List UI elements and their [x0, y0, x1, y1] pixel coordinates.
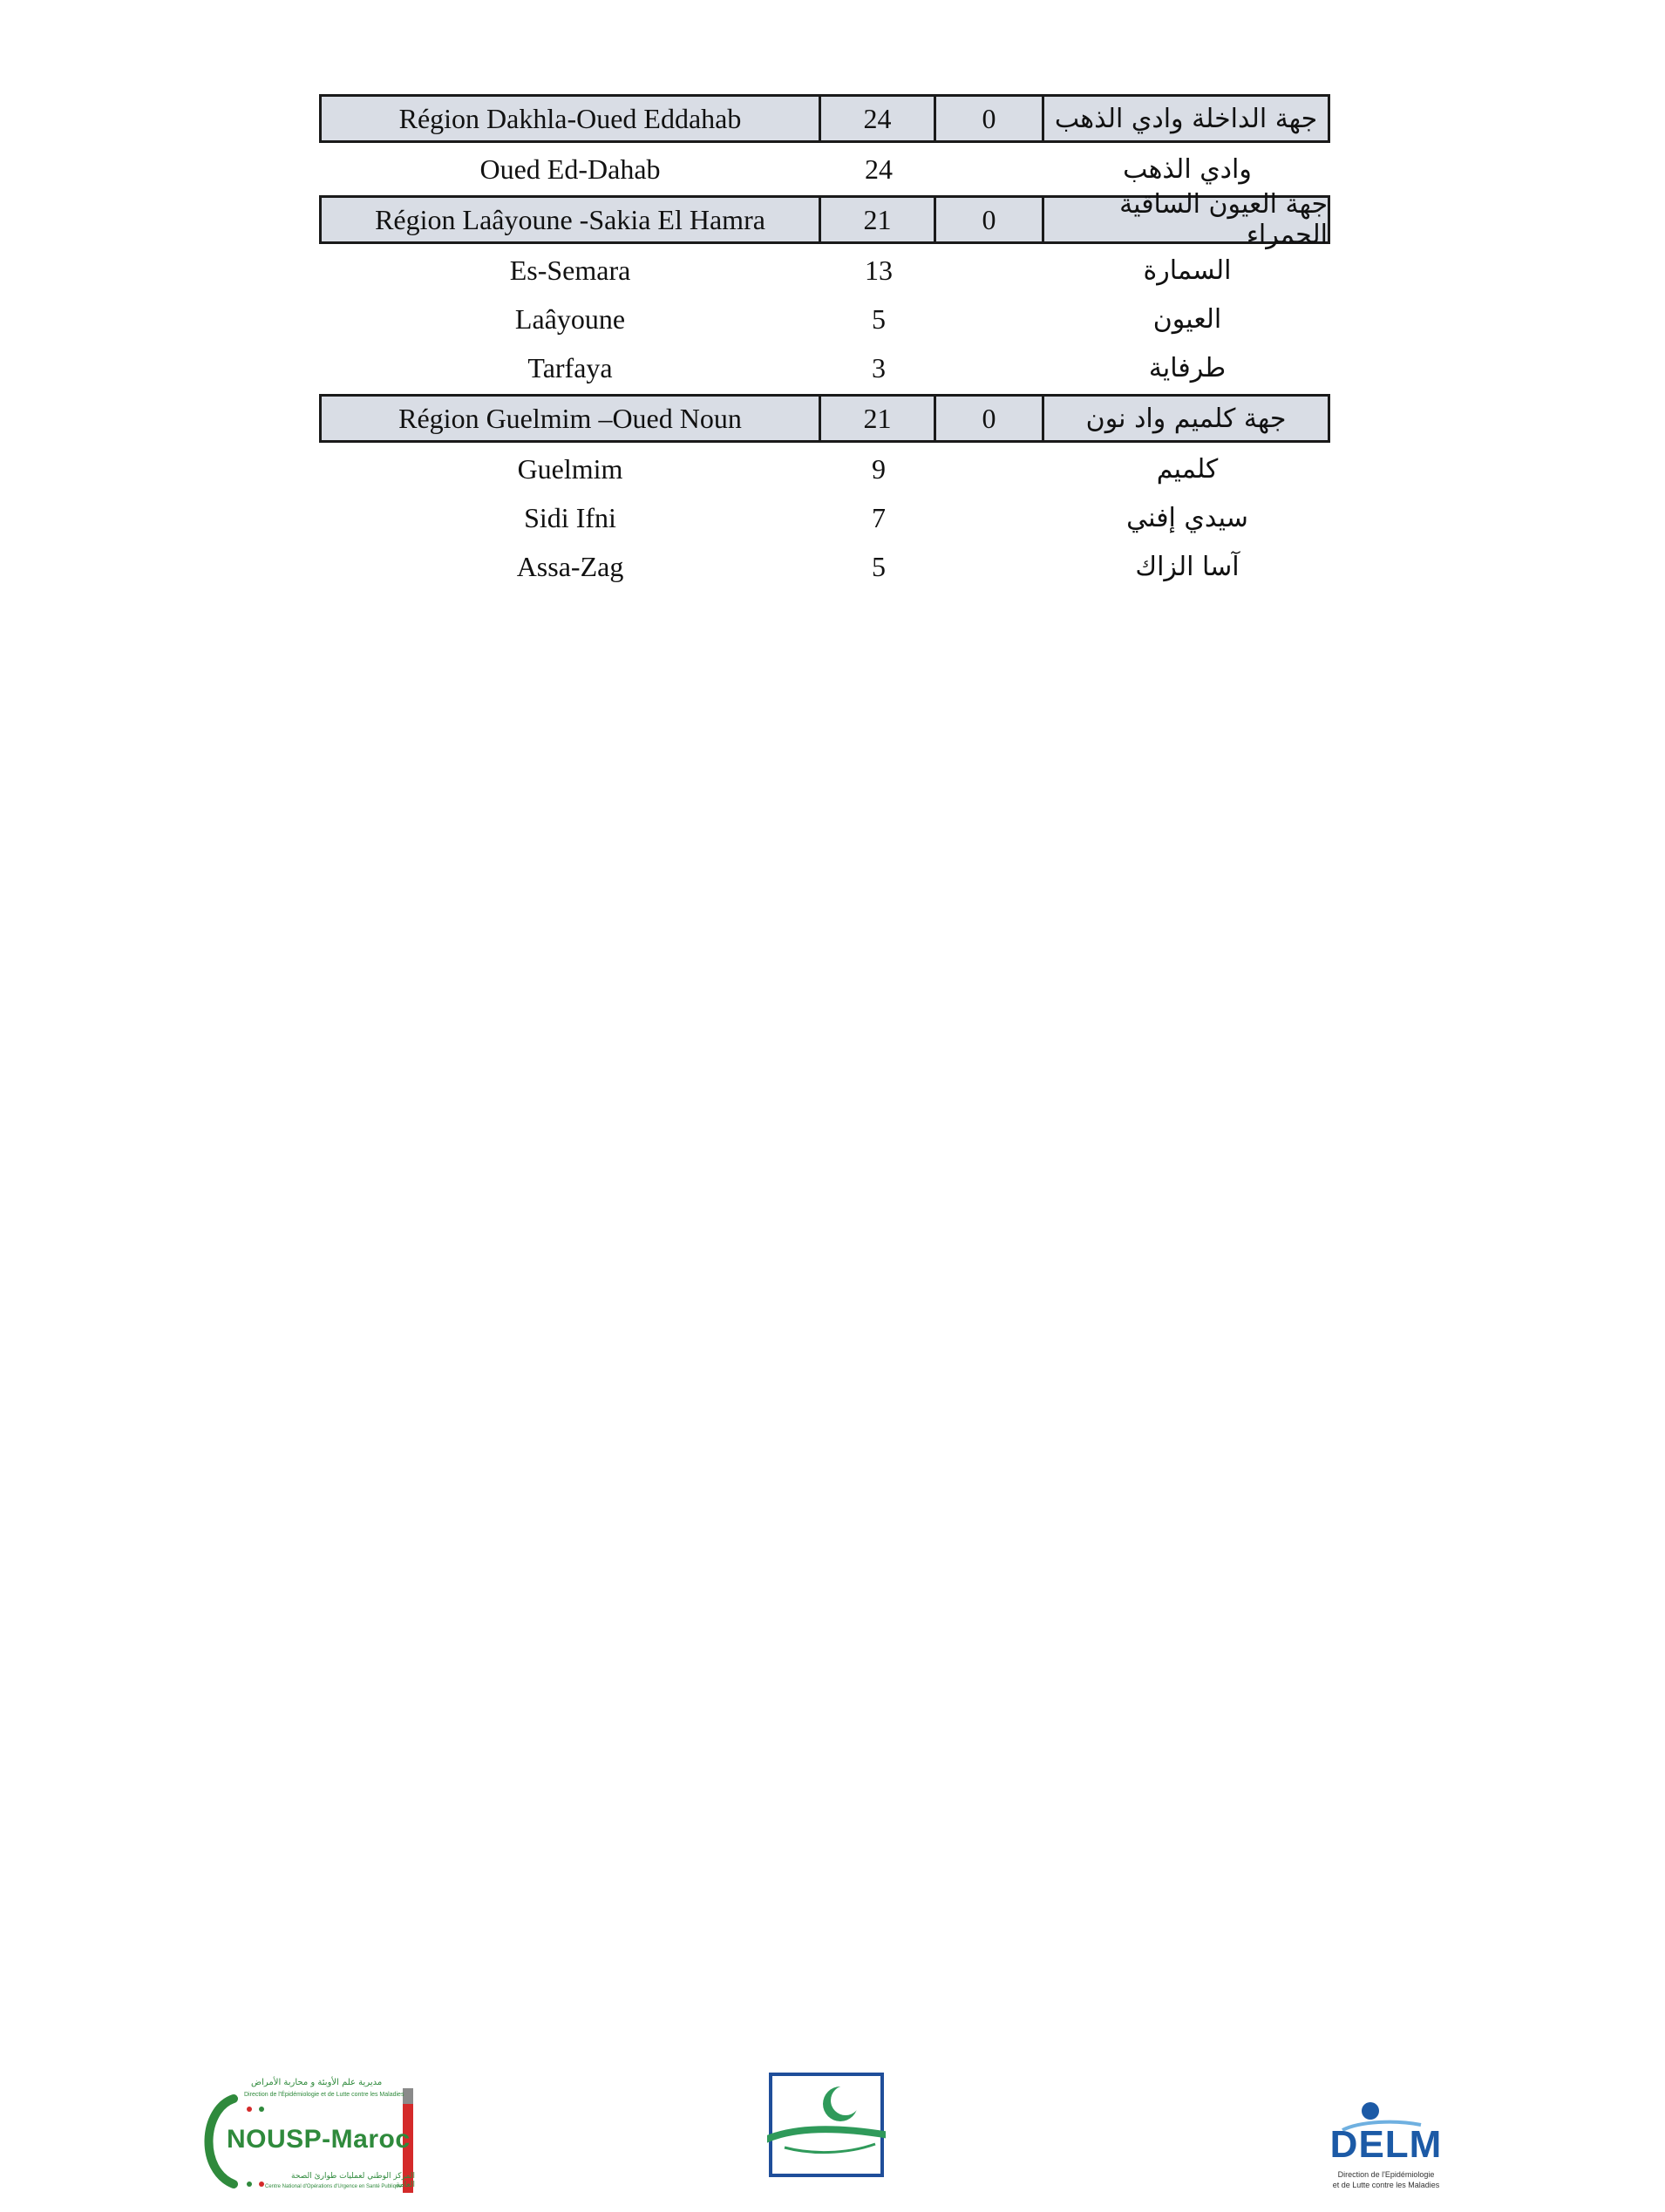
region-count: 21 [821, 195, 936, 244]
region-name-fr: Région Laâyoune -Sakia El Hamra [319, 195, 821, 244]
province-row [319, 444, 1330, 493]
province-name-ar: آسا الزاك [1135, 551, 1240, 582]
province-name-fr: Guelmim [517, 452, 623, 485]
nousp-french-line-2: Centre National d'Opérations d'Urgence en Santé Publique [265, 2184, 402, 2189]
region-row [319, 94, 1330, 143]
region-name-ar: جهة الداخلة وادي الذهب [1044, 94, 1330, 143]
region-count-2: 0 [936, 394, 1044, 443]
province-name-ar: طرفاية [1148, 352, 1227, 383]
province-row [319, 145, 1330, 193]
province-empty [936, 542, 1044, 591]
province-empty [936, 444, 1044, 493]
delm-wordmark: DELM [1329, 2123, 1443, 2166]
province-name-fr: Assa-Zag [516, 550, 624, 582]
province-name-fr: Tarfaya [527, 351, 613, 383]
delm-logo [1316, 2100, 1456, 2205]
region-name-fr: Région Dakhla-Oued Eddahab [319, 94, 821, 143]
province-count: 7 [872, 501, 886, 533]
province-empty [936, 246, 1044, 295]
nousp-french-line-1: Direction de l'Épidémiologie et de Lutte contre les Maladies [244, 2092, 404, 2098]
footer-logos [0, 2066, 1665, 2205]
province-count: 24 [865, 153, 893, 185]
province-row [319, 246, 1330, 295]
region-name-ar: جهة كلميم واد نون [1044, 394, 1330, 443]
delm-subtitle-2: et de Lutte contre les Maladies [1332, 2181, 1440, 2189]
province-row [319, 493, 1330, 542]
nousp-maroc-logo [195, 2074, 415, 2200]
ministry-health-logo [767, 2071, 886, 2179]
province-empty [936, 145, 1044, 193]
province-name-fr: Laâyoune [514, 302, 626, 335]
province-count: 5 [872, 550, 886, 582]
region-count-2: 0 [936, 195, 1044, 244]
province-name-fr: Es-Semara [509, 254, 631, 286]
province-name-ar: وادي الذهب [1123, 153, 1252, 185]
region-count: 24 [821, 94, 936, 143]
province-row [319, 295, 1330, 343]
province-name-ar: سيدي إفني [1126, 502, 1248, 533]
regional-table [319, 92, 1330, 591]
region-count-2: 0 [936, 94, 1044, 143]
province-count: 13 [865, 254, 893, 286]
ministry-emblem-icon [767, 2071, 886, 2179]
region-row [319, 394, 1330, 443]
nousp-title: NOUSP-Maroc [227, 2125, 411, 2154]
province-name-ar: السمارة [1143, 254, 1232, 286]
province-name-ar: العيون [1152, 303, 1222, 335]
province-count: 5 [872, 302, 886, 335]
province-row [319, 343, 1330, 392]
region-row [319, 189, 1330, 250]
province-name-ar: كلميم [1156, 453, 1219, 485]
province-row [319, 542, 1330, 591]
province-count: 3 [872, 351, 886, 383]
region-name-fr: Région Guelmim –Oued Noun [319, 394, 821, 443]
region-name-ar: جهة العيون الساقية الحمراء [1044, 195, 1330, 244]
province-name-fr: Sidi Ifni [524, 501, 616, 533]
nousp-arabic-line-2: المركز الوطني لعمليات طوارئ الصحة العامة [291, 2172, 415, 2189]
delm-subtitle-1: Direction de l'Epidémiologie [1337, 2170, 1435, 2179]
province-count: 9 [872, 452, 886, 485]
province-empty [936, 343, 1044, 392]
province-name-fr: Oued Ed-Dahab [479, 153, 661, 185]
nousp-arabic-line-1: مديرية علم الأوبئة و محاربة الأمراض [251, 2078, 383, 2087]
region-count: 21 [821, 394, 936, 443]
province-empty [936, 295, 1044, 343]
province-empty [936, 493, 1044, 542]
